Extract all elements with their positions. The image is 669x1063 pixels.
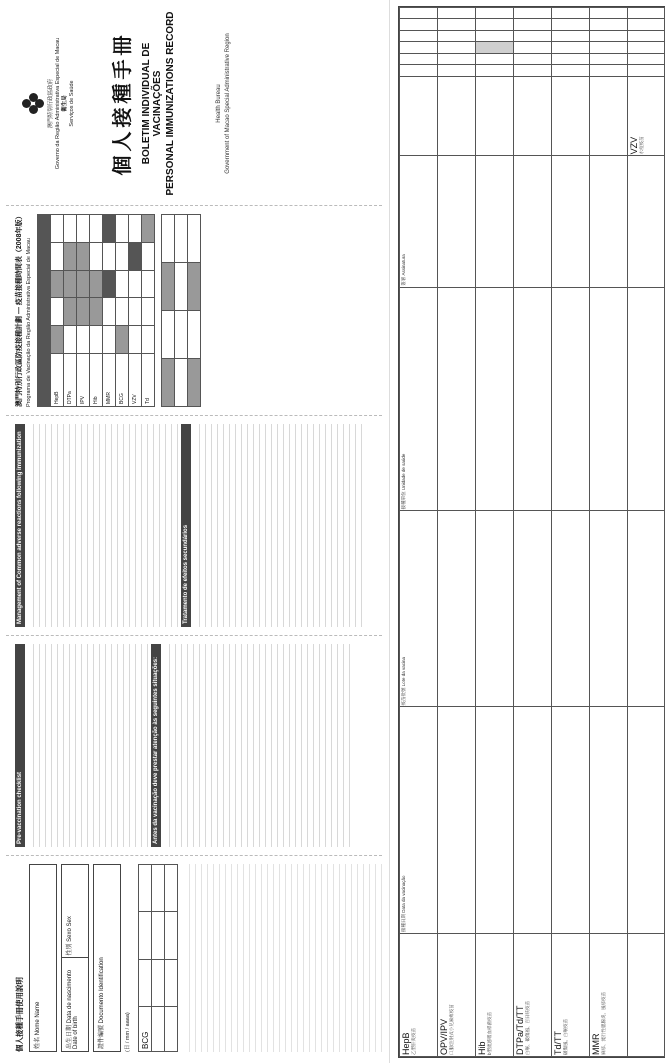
dept-cn: 衛生局 — [62, 95, 68, 112]
cover-title-en: PERSONAL IMMUNIZATIONS RECORD — [165, 11, 176, 196]
vaccine-sub-6: 水痘疫苗 — [639, 136, 644, 155]
reactions-page — [6, 415, 382, 635]
vaccine-sub-2: b型流感嗜血桿菌疫苗 — [487, 1011, 492, 1055]
personal-page-title: 個人接種手冊使用說明 — [15, 977, 24, 1052]
id-row — [93, 864, 121, 1052]
vaccine-record-sheet — [398, 6, 665, 1058]
health-bureau-en: Health Bureau — [216, 84, 222, 123]
schedule-title: 澳門特別行政區防疫接種計劃 — 疫苗接種時間表（2008年版） — [16, 212, 23, 407]
dept-pt: Serviços de Saúde — [69, 80, 75, 127]
schedule-label-0: HepB — [51, 354, 64, 407]
schedule-page — [6, 205, 382, 415]
schedule-label-3: Hib — [90, 354, 103, 407]
reactions-heading: Management of Common adverse reactions following immunization — [15, 424, 25, 627]
health-bureau-logo-icon — [22, 93, 44, 115]
cover-title-cn: 個人接種手冊 — [112, 31, 134, 176]
vaccine-name-1: OPV/IPV — [439, 1018, 449, 1055]
id-field: 證件編號 Documento Identification — [99, 957, 105, 1049]
treatment-text — [194, 424, 364, 627]
treatment-heading: Tratamento de efeitos secundários — [181, 424, 191, 627]
sign-header: 簽署 Assinatura — [400, 156, 438, 287]
instructions-text — [184, 864, 382, 1052]
personal-info-page — [6, 855, 382, 1060]
vaccine-sub-4: 破傷風、白喉疫苗 — [563, 1019, 568, 1055]
vaccine-sub-3: 白喉、破傷風、百日咳疫苗 — [525, 1001, 530, 1055]
vaccine-name-3: DTPa/Td/TT — [515, 1005, 525, 1055]
schedule-label-2: IPV — [77, 354, 90, 407]
checklist-page — [6, 635, 382, 855]
schedule-label-5: BCG — [116, 354, 129, 407]
vaccine-sub-0: 乙型肝炎疫苗 — [411, 1028, 416, 1055]
outer-sheet-content — [6, 2, 382, 1060]
date-hint: (日 / mm / aaaa) — [125, 1012, 131, 1052]
vaccine-name-2: Hib — [477, 1041, 487, 1055]
gov-pt: Governo da Região Administrativa Especial de Macau — [55, 37, 61, 170]
name-field: 姓名 Nome Name — [35, 1001, 41, 1049]
cover-page — [6, 2, 382, 205]
before-vaccination-heading: Antes da vacinação deve prestar atenção às seguintes situações: — [151, 644, 161, 847]
checklist-text — [28, 644, 148, 847]
abbreviation-table — [161, 214, 201, 407]
vaccine-name-5: MMR — [591, 1033, 601, 1055]
schedule-label-4: MMR — [103, 354, 116, 407]
gov-cn: 澳門特別行政區政府 — [48, 78, 54, 129]
dose-header: 接種日期 Data da vacinação — [400, 707, 438, 934]
checklist-heading: Pre-vaccination checklist — [15, 644, 25, 847]
vaccine-name-4: Td/TT — [553, 1031, 563, 1055]
vaccine-record-content — [399, 7, 664, 1057]
before-vaccination-text — [164, 644, 354, 847]
booklet-outer-sheet — [6, 2, 382, 1060]
vaccine-name-6: VZV — [629, 136, 639, 155]
government-en: Government of Macao Special Administrative Region — [225, 33, 231, 174]
dob-field: 出生日期 Data de nascimento Date of birth — [62, 958, 88, 1052]
fold-line — [389, 0, 390, 1063]
schedule-table — [37, 214, 155, 407]
vaccine-sub-1: 口服/注射式小兒麻痺疫苗 — [449, 1004, 454, 1055]
sex-field: 性別 Sexo Sex — [67, 916, 73, 956]
name-row — [29, 864, 57, 1052]
vaccine-record-grid — [399, 7, 665, 1057]
unit-header: 接種單位 Unidade de saúde — [400, 287, 438, 511]
schedule-label-6: VZV — [129, 354, 142, 407]
vaccine-name-0: HepB — [401, 1032, 411, 1055]
reactions-text — [28, 424, 178, 627]
vaccine-sub-5: 麻疹、流行性腮腺炎、風疹疫苗 — [601, 992, 606, 1055]
schedule-subtitle: Programa de Vacinação da Região Administrativa Especial de Macau — [26, 238, 32, 407]
cover-title-pt: BOLETIM INDIVIDUAL DE VACINAÇÕES — [141, 42, 163, 165]
bcg-table — [138, 864, 178, 1052]
schedule-label-1: DTPa — [64, 354, 77, 407]
schedule-label-7: Td — [142, 354, 155, 407]
batch-header: 疫苗批號 Lote da vacina — [400, 511, 438, 707]
dob-row — [61, 864, 89, 1052]
bcg-label: BCG — [139, 1007, 152, 1052]
